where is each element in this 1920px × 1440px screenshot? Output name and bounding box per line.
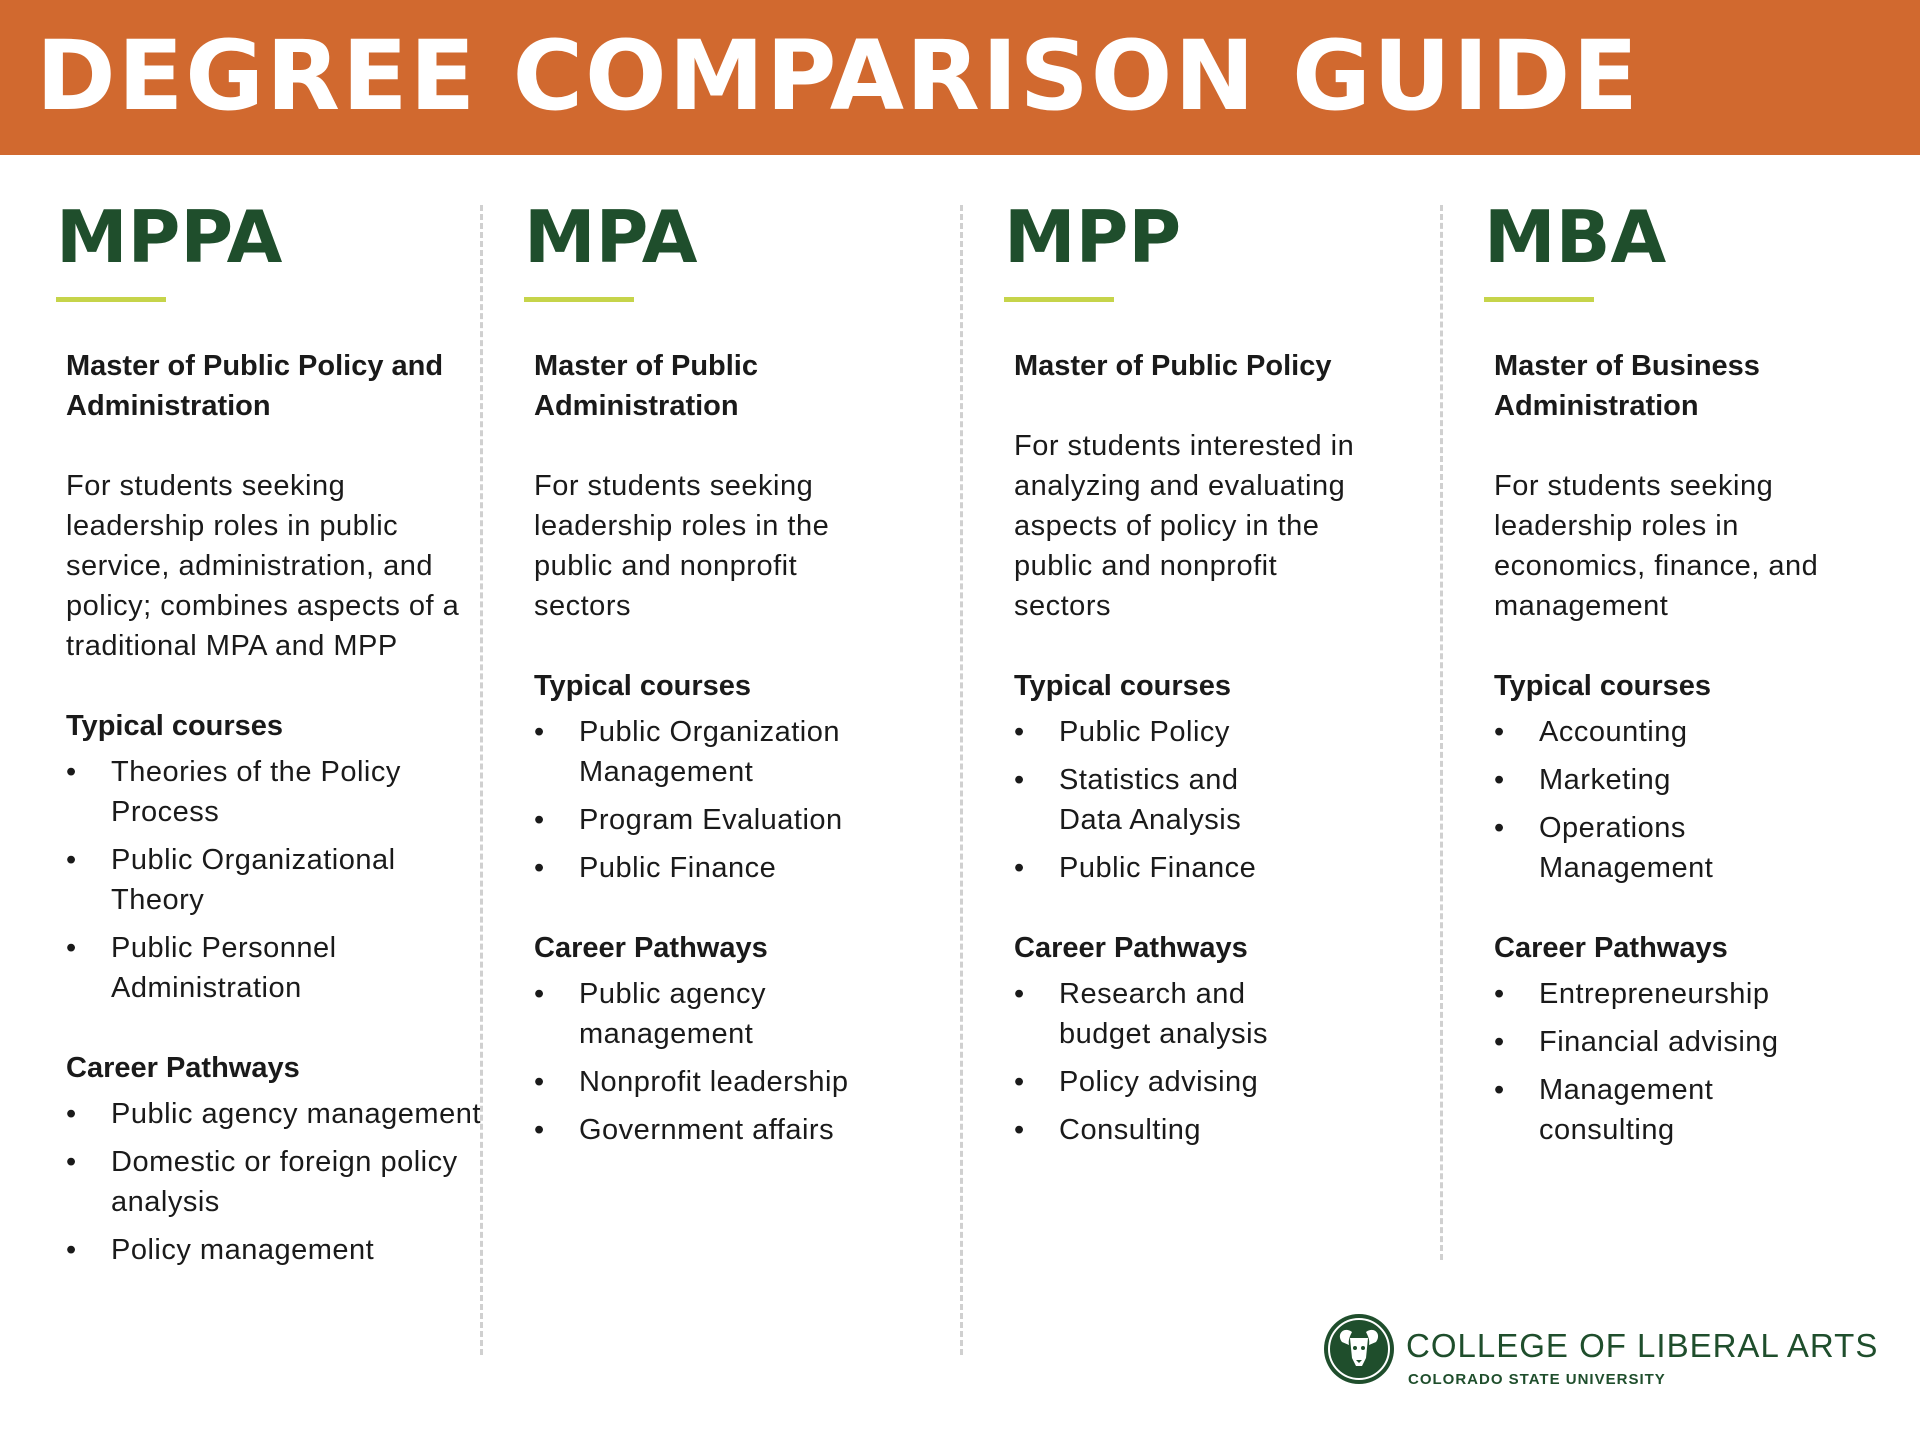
list-item bbox=[534, 1062, 964, 1102]
list-item bbox=[1014, 712, 1444, 752]
degree-column-mpp bbox=[1004, 195, 1444, 1158]
bullet-icon: • bbox=[1014, 1114, 1025, 1146]
course-text: Public Policy bbox=[1059, 716, 1230, 748]
degree-full-name: Master of Public Policy and Administration bbox=[66, 350, 444, 422]
list-item bbox=[66, 1230, 496, 1270]
course-text: Public Finance bbox=[579, 852, 777, 884]
course-text: Public Personnel Administration bbox=[111, 932, 337, 1004]
courses-heading: Typical courses bbox=[66, 710, 284, 742]
list-item bbox=[1014, 974, 1444, 1054]
list-item bbox=[66, 752, 496, 832]
list-item bbox=[66, 928, 496, 1008]
degree-description: For students seeking leadership roles in public service, administration, and policy; combines aspects of a traditional MPA and MPP bbox=[66, 470, 460, 662]
bullet-icon: • bbox=[1494, 764, 1505, 796]
accent-underline bbox=[1004, 297, 1114, 302]
degree-abbreviation: MPA bbox=[524, 195, 698, 279]
course-text: Marketing bbox=[1539, 764, 1671, 796]
career-text: Consulting bbox=[1059, 1114, 1202, 1146]
degree-abbreviation: MBA bbox=[1484, 195, 1667, 279]
list-item bbox=[1014, 848, 1444, 888]
degree-full-name: Master of Public Policy bbox=[1014, 350, 1332, 382]
course-text: Theories of the Policy Process bbox=[111, 756, 401, 828]
careers-list bbox=[534, 974, 964, 1150]
course-text: Operations Management bbox=[1539, 812, 1714, 884]
list-item bbox=[66, 840, 496, 920]
bullet-icon: • bbox=[66, 1146, 77, 1178]
bullet-icon: • bbox=[66, 1098, 77, 1130]
courses-list bbox=[1494, 712, 1920, 888]
career-text: Nonprofit leadership bbox=[579, 1066, 849, 1098]
degree-abbreviation: MPP bbox=[1004, 195, 1182, 279]
ram-logo-icon bbox=[1322, 1312, 1396, 1386]
bullet-icon: • bbox=[534, 804, 545, 836]
careers-heading: Career Pathways bbox=[1014, 932, 1248, 964]
career-text: Management consulting bbox=[1539, 1074, 1714, 1146]
degree-description: For students seeking leadership roles in the public and nonprofit sectors bbox=[534, 470, 830, 622]
courses-heading: Typical courses bbox=[534, 670, 752, 702]
bullet-icon: • bbox=[534, 1066, 545, 1098]
list-item bbox=[66, 1094, 496, 1134]
list-item bbox=[1494, 974, 1920, 1014]
degree-column-mppa bbox=[56, 195, 496, 1278]
course-text: Accounting bbox=[1539, 716, 1688, 748]
list-item bbox=[66, 1142, 496, 1222]
bullet-icon: • bbox=[66, 844, 77, 876]
degree-column-mba bbox=[1484, 195, 1920, 1158]
degree-column-mpa bbox=[524, 195, 964, 1158]
list-item bbox=[1494, 760, 1920, 800]
bullet-icon: • bbox=[66, 756, 77, 788]
header-banner bbox=[0, 0, 1920, 155]
bullet-icon: • bbox=[1014, 764, 1025, 796]
bullet-icon: • bbox=[1014, 1066, 1025, 1098]
list-item bbox=[1494, 1070, 1920, 1150]
career-text: Government affairs bbox=[579, 1114, 835, 1146]
career-text: Public agency management bbox=[111, 1098, 481, 1130]
page-title: DEGREE COMPARISON GUIDE bbox=[36, 20, 1640, 132]
career-text: Entrepreneurship bbox=[1539, 978, 1770, 1010]
bullet-icon: • bbox=[534, 978, 545, 1010]
career-text: Domestic or foreign policy analysis bbox=[111, 1146, 458, 1218]
career-text: Policy advising bbox=[1059, 1066, 1259, 1098]
university-name: COLORADO STATE UNIVERSITY bbox=[1408, 1371, 1666, 1388]
degree-full-name: Master of Public Administration bbox=[534, 350, 758, 422]
careers-heading: Career Pathways bbox=[534, 932, 768, 964]
degree-description: For students seeking leadership roles in economics, finance, and management bbox=[1494, 470, 1819, 622]
careers-list bbox=[1014, 974, 1444, 1150]
degree-abbreviation: MPPA bbox=[56, 195, 283, 279]
careers-list bbox=[1494, 974, 1920, 1150]
list-item bbox=[534, 848, 964, 888]
list-item bbox=[1494, 808, 1920, 888]
bullet-icon: • bbox=[1494, 1074, 1505, 1106]
bullet-icon: • bbox=[1494, 978, 1505, 1010]
accent-underline bbox=[524, 297, 634, 302]
courses-list bbox=[66, 752, 496, 1008]
bullet-icon: • bbox=[1014, 978, 1025, 1010]
list-item bbox=[1014, 760, 1444, 840]
courses-list bbox=[534, 712, 964, 888]
career-text: Financial advising bbox=[1539, 1026, 1779, 1058]
list-item bbox=[1494, 1022, 1920, 1062]
accent-underline bbox=[1484, 297, 1594, 302]
degree-full-name: Master of Business Administration bbox=[1494, 350, 1760, 422]
list-item bbox=[534, 800, 964, 840]
career-text: Public agency management bbox=[579, 978, 767, 1050]
list-item bbox=[534, 712, 964, 792]
bullet-icon: • bbox=[1494, 1026, 1505, 1058]
career-text: Policy management bbox=[111, 1234, 375, 1266]
bullet-icon: • bbox=[534, 852, 545, 884]
list-item bbox=[1014, 1110, 1444, 1150]
bullet-icon: • bbox=[534, 716, 545, 748]
course-text: Program Evaluation bbox=[579, 804, 843, 836]
bullet-icon: • bbox=[66, 1234, 77, 1266]
bullet-icon: • bbox=[66, 932, 77, 964]
courses-list bbox=[1014, 712, 1444, 888]
bullet-icon: • bbox=[534, 1114, 545, 1146]
bullet-icon: • bbox=[1494, 716, 1505, 748]
list-item bbox=[1014, 1062, 1444, 1102]
careers-heading: Career Pathways bbox=[1494, 932, 1728, 964]
list-item bbox=[534, 974, 964, 1054]
career-text: Research and budget analysis bbox=[1059, 978, 1269, 1050]
degree-description: For students interested in analyzing and evaluating aspects of policy in the public and nonprofit sectors bbox=[1014, 430, 1355, 622]
bullet-icon: • bbox=[1494, 812, 1505, 844]
accent-underline bbox=[56, 297, 166, 302]
bullet-icon: • bbox=[1014, 716, 1025, 748]
course-text: Public Organizational Theory bbox=[111, 844, 396, 916]
course-text: Public Finance bbox=[1059, 852, 1257, 884]
list-item bbox=[534, 1110, 964, 1150]
courses-heading: Typical courses bbox=[1494, 670, 1712, 702]
college-name: COLLEGE OF LIBERAL ARTS bbox=[1406, 1327, 1879, 1364]
list-item bbox=[1494, 712, 1920, 752]
bullet-icon: • bbox=[1014, 852, 1025, 884]
course-text: Public Organization Management bbox=[579, 716, 840, 788]
courses-heading: Typical courses bbox=[1014, 670, 1232, 702]
careers-list bbox=[66, 1094, 496, 1270]
course-text: Statistics and Data Analysis bbox=[1059, 764, 1242, 836]
careers-heading: Career Pathways bbox=[66, 1052, 300, 1084]
